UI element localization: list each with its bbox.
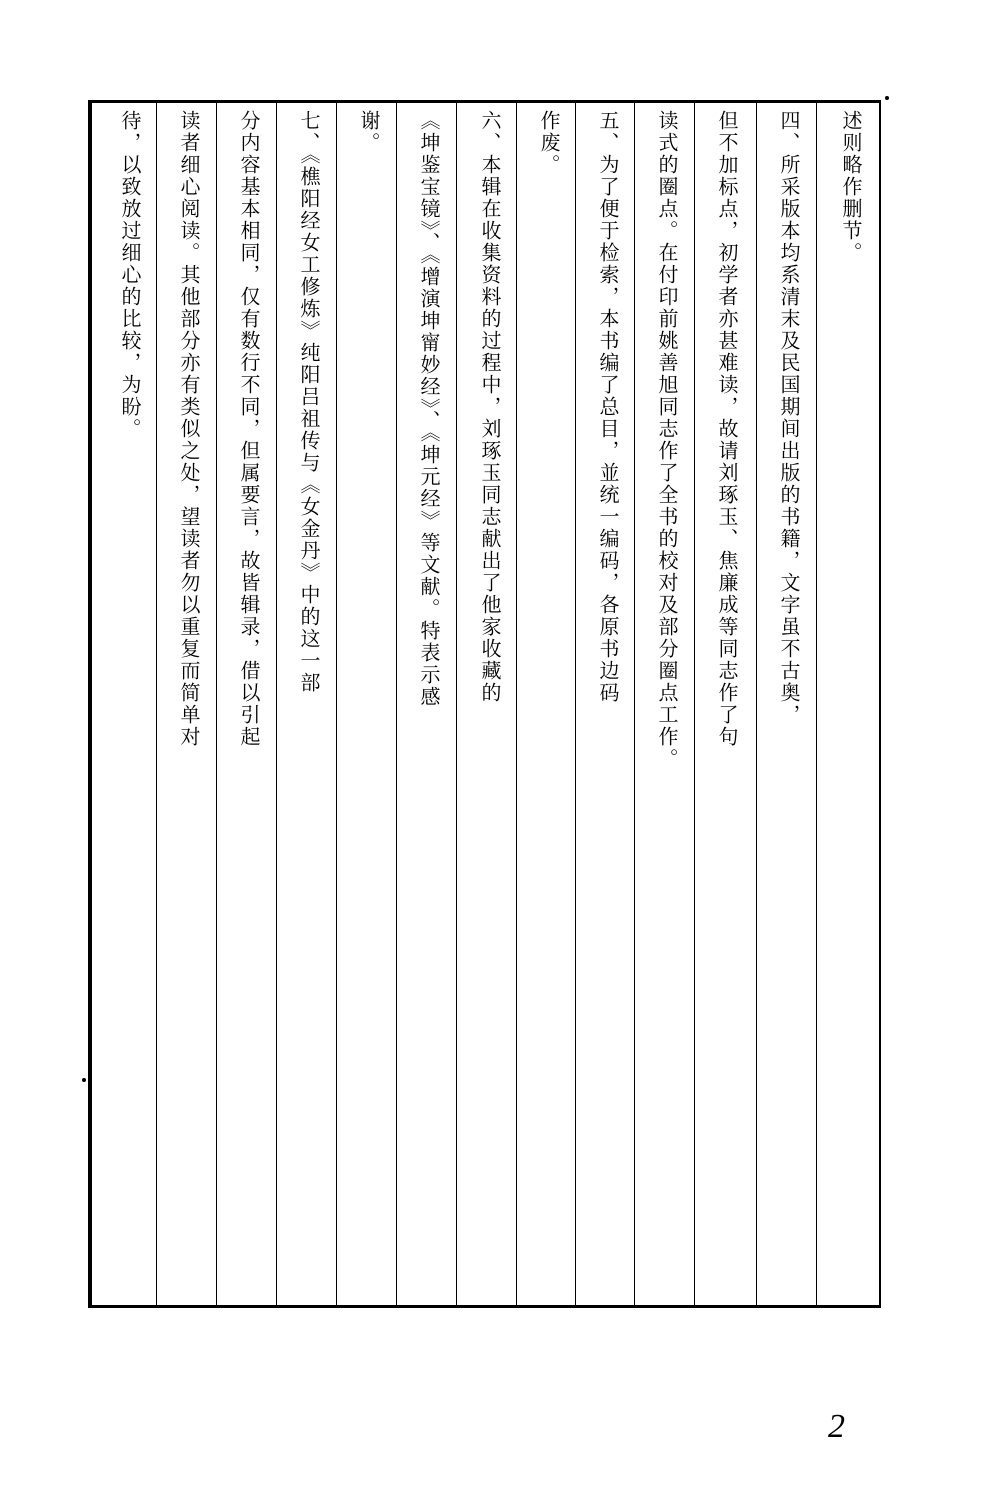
column-rule [694, 102, 695, 1307]
column-rule [156, 102, 157, 1307]
column-rule [276, 102, 277, 1307]
column-rule [634, 102, 635, 1307]
text-column-5: 五、为了便于检索，本书编了总目，並统一编码，各原书边码 [596, 110, 620, 704]
text-column-9: 谢。 [357, 110, 381, 154]
text-column-3: 但不加标点，初学者亦甚难读，故请刘琢玉、焦廉成等同志作了句 [715, 110, 739, 748]
scan-speck [885, 96, 889, 100]
column-rule [336, 102, 337, 1307]
page-number: 2 [828, 1408, 845, 1445]
text-column-13: 待，以致放过细心的比较，为盼。 [118, 110, 142, 440]
column-rule [756, 102, 757, 1307]
column-rule [456, 102, 457, 1307]
text-column-11: 分内容基本相同，仅有数行不同，但属要言，故皆辑录，借以引起 [237, 110, 261, 748]
text-column-6: 作废。 [537, 110, 561, 176]
text-column-7: 六、本辑在收集资料的过程中，刘琢玉同志献出了他家收藏的 [478, 110, 502, 704]
column-rule [216, 102, 217, 1307]
column-rule [516, 102, 517, 1307]
text-column-4: 读式的圈点。在付印前姚善旭同志作了全书的校对及部分圈点工作。 [655, 110, 679, 770]
text-column-8: 《坤鉴宝镜》、《增演坤甯妙经》、《坤元经》等文献。特表示感 [417, 110, 441, 708]
text-column-10: 七、《樵阳经女工修炼》纯阳吕祖传与《女金丹》中的这一部 [297, 110, 321, 694]
text-column-2: 四、所采版本均系清末及民国期间出版的书籍，文字虽不古奥， [777, 110, 801, 726]
text-column-12: 读者细心阅读。其他部分亦有类似之处，望读者勿以重复而简单对 [177, 110, 201, 748]
text-column-1: 述则略作删节。 [839, 110, 863, 264]
column-rule [575, 102, 576, 1307]
scan-speck [82, 1078, 86, 1082]
column-rule [816, 102, 817, 1307]
column-rule [396, 102, 397, 1307]
